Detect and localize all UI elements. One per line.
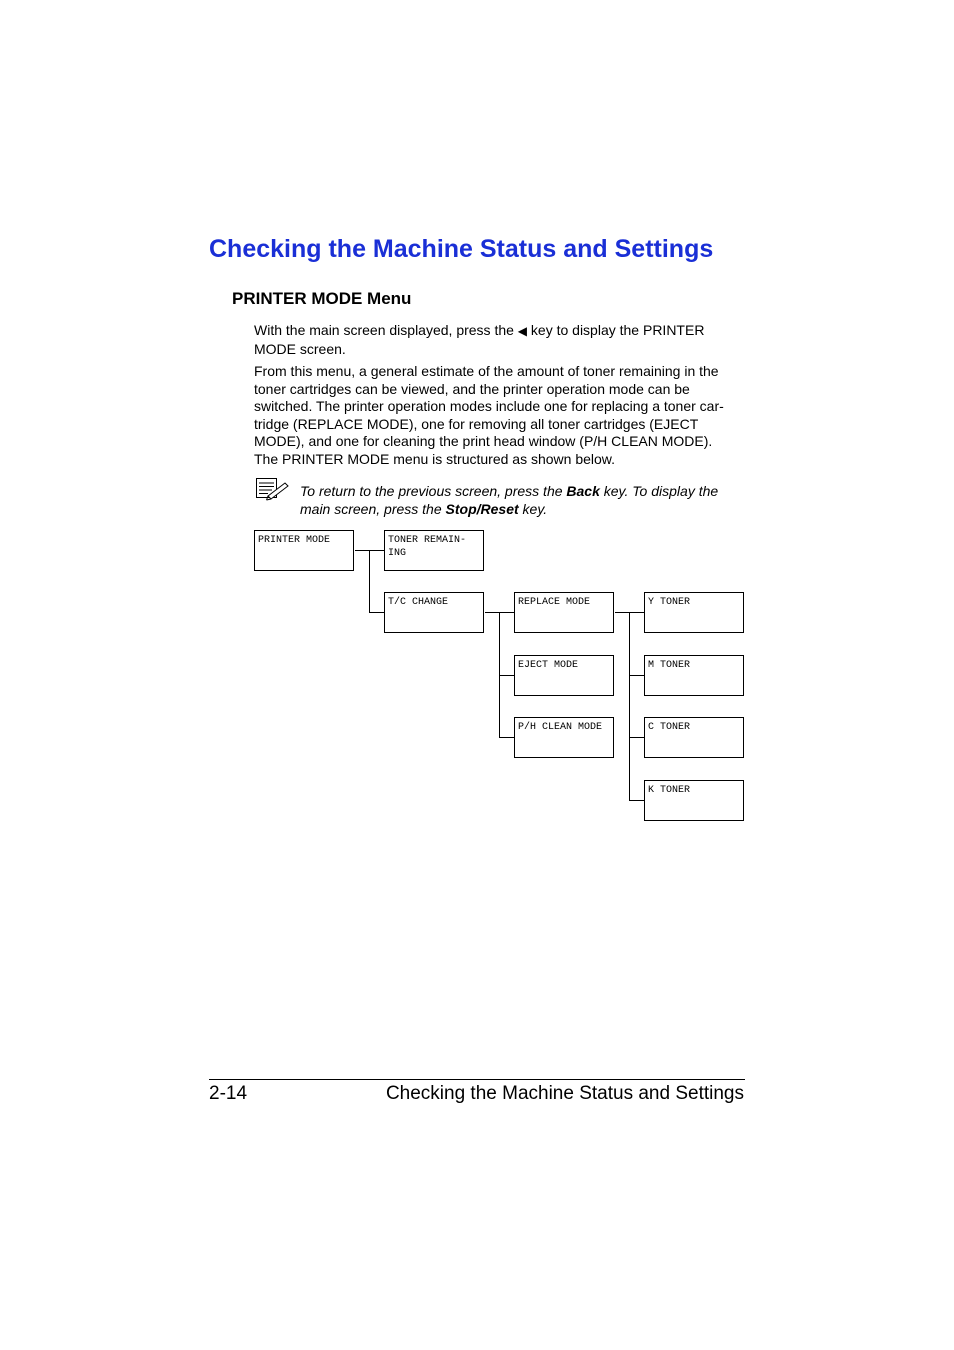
printer-mode-box: PRINTER MODE	[254, 530, 354, 571]
note-line-1	[300, 482, 750, 500]
left-arrow-key-icon: ◀	[517, 324, 528, 338]
y-toner-box: Y TONER	[644, 592, 744, 633]
note-text-a: To return to the previous screen, press the	[300, 483, 567, 499]
description-line: toner cartridges can be viewed, and the printer operation mode can be	[254, 380, 690, 397]
connector-line	[629, 800, 644, 801]
description-line: switched. The printer operation modes include one for replacing a toner car-	[254, 398, 724, 415]
toner-remaining-box: TONER REMAIN- ING	[384, 530, 484, 571]
ph-clean-mode-box: P/H CLEAN MODE	[514, 717, 614, 758]
connector-line	[485, 612, 500, 613]
note-pencil-icon	[254, 476, 290, 502]
note-text-d: key.	[518, 501, 548, 517]
intro-paragraph	[254, 322, 744, 358]
eject-mode-box: EJECT MODE	[514, 655, 614, 696]
page-number: 2-14	[209, 1083, 248, 1104]
back-key-label: Back	[566, 483, 600, 499]
footer-divider	[209, 1079, 745, 1080]
note-line-2	[300, 500, 750, 518]
connector-line	[369, 612, 384, 613]
connector-line	[355, 550, 370, 551]
description-line: From this menu, a general estimate of the amount of toner remaining in the	[254, 363, 719, 379]
connector-line	[499, 737, 514, 738]
intro-text-b: key to display the PRINTER	[527, 322, 705, 338]
connector-line	[629, 612, 644, 613]
connector-line	[629, 737, 644, 738]
intro-text-a: With the main screen displayed, press the	[254, 322, 518, 338]
description-line: The PRINTER MODE menu is structured as shown below.	[254, 450, 616, 467]
stop-reset-key-label: Stop/Reset	[445, 501, 519, 517]
intro-line-2: MODE screen.	[254, 340, 346, 357]
replace-mode-box: REPLACE MODE	[514, 592, 614, 633]
c-toner-box: C TONER	[644, 717, 744, 758]
connector-line	[629, 675, 644, 676]
connector-line	[629, 612, 630, 801]
running-title: Checking the Machine Status and Settings	[385, 1083, 744, 1104]
connector-line	[615, 612, 630, 613]
note-text	[300, 482, 750, 518]
note-text-b: key. To display the	[599, 483, 719, 499]
description-line: MODE), and one for cleaning the print head window (P/H CLEAN MODE).	[254, 433, 713, 450]
note-text-c: main screen, press the	[300, 501, 446, 517]
m-toner-box: M TONER	[644, 655, 744, 696]
connector-line	[499, 612, 514, 613]
intro-line-1	[254, 322, 744, 341]
connector-line	[369, 550, 384, 551]
description-paragraph	[254, 363, 744, 469]
connector-line	[499, 675, 514, 676]
connector-line	[369, 550, 370, 613]
description-line: tridge (REPLACE MODE), one for removing all toner cartridges (EJECT	[254, 415, 699, 432]
tc-change-box: T/C CHANGE	[384, 592, 484, 633]
k-toner-box: K TONER	[644, 780, 744, 821]
chapter-title: Checking the Machine Status and Settings	[209, 235, 714, 263]
section-title: PRINTER MODE Menu	[232, 289, 412, 308]
